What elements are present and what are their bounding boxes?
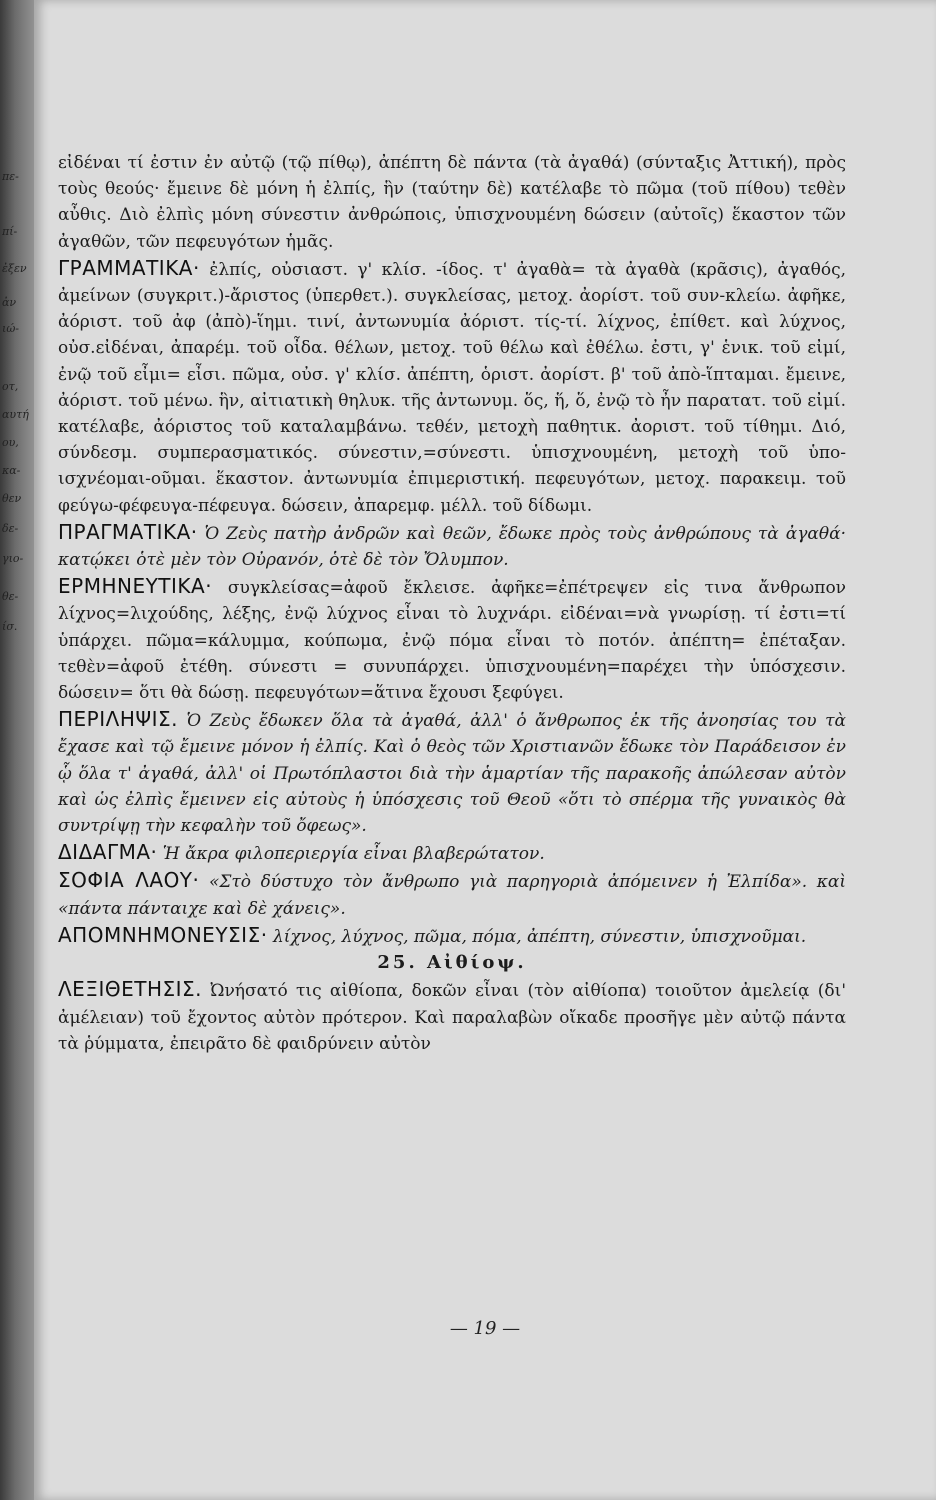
margin-fragment: αυτή (2, 408, 29, 421)
section-pragmatika (58, 519, 846, 573)
margin-fragment: ίσ. (2, 620, 18, 633)
paragraph-apomnimoneusis: λίχνος, λύχνος, πῶμα, πόμα, ἀπέπτη, σύνεστιν, ὑπισχνοῦμαι. (272, 926, 807, 947)
section-title: 25. Αἰθίοψ. (377, 952, 527, 974)
section-apomnimoneusis (58, 922, 846, 950)
paragraph-pragmatika: Ὁ Ζεὺς πατὴρ ἀνδρῶν καὶ θεῶν, ἔδωκε πρὸς τοὺς ἀνθρώπους τὰ ἀγαθά· κατῴκει ὁτὲ μὲν τὸν Οὐρανόν, ὁτὲ δὲ τὸν Ὄλυμπον. (58, 523, 847, 571)
page-body (58, 150, 846, 1057)
book-page (34, 0, 936, 1500)
paragraph-grammatika: ἐλπίς, οὐσιαστ. γ' κλίσ. -ίδος. τ' ἀγαθὰ= τὰ ἀγαθὰ (κρᾶσις), ἀγαθός, ἀμείνων (συγκριτ.)-ἄριστος (ὑπερθετ.). συγκλείσας, μετοχ. ἀορίστ. τοῦ συν-κλείω. ἀφῆκε, ἀόριστ. τοῦ ἀφ (ἀπὸ)-ἵημι. τινί, ἀντωνυμία ἀόριστ. τίς-τί. λίχνος, ἐπίθετ. καὶ λύχνος, οὐσ.εἰδέναι, ἀπαρέμ. τοῦ οἶδα. θέλων, μετοχ. τοῦ θέλω καὶ ἐθέλω. ἐστι, γ' ἑνικ. τοῦ εἰμί, ἐνῷ τοῦ εἶμι= εἶσι. πῶμα, οὐσ. γ' κλίσ. ἀπέπτη, ὁριστ. ἀορίστ. β' τοῦ ἀπὸ-ἵπταμαι. ἔμεινε, ἀόριστ. τοῦ μένω. ἣν, αἰτιατικὴ θηλυκ. τῆς ἀντωνυμ. ὅς, ἥ, ὅ, ἐνῷ τὸ ἦν παρατατ. τοῦ εἰμί. κατέλαβε, ἀόριστος τοῦ καταλαμβάνω. τεθέν, μετοχὴ παθητικ. ἀοριστ. τοῦ τίθημι. Διό, σύνδεσμ. συμπερασματικός. σύνεστιν,=σύνεστι. ὑπισχνουμένη, μετοχὴ τοῦ ὑπο-ισχνέομαι-οῦμαι. ἕκαστον. ἀντωνυμία ἐπιμεριστική. πεφευγότων, μετοχ. παρακειμ. τοῦ φεύγω-φέφευγα-πέφευγα. δώσειν, ἀπαρεμφ. μέλλ. τοῦ δίδωμι. (58, 259, 846, 516)
heading-lexithetisis: ΛΕΞΙΘΕΤΗΣΙΣ. (58, 977, 203, 1002)
section-ermineutika (58, 573, 846, 706)
margin-fragment: γιο- (2, 552, 24, 565)
margin-fragment: ιώ- (2, 322, 19, 335)
paragraph-didagma: Ἡ ἄκρα φιλοπεριεργία εἶναι βλαβερώτατον. (162, 844, 545, 865)
section-didagma (58, 839, 846, 867)
margin-fragment: πί- (2, 225, 18, 238)
margin-fragment: κα- (2, 464, 21, 477)
paragraph-sofia-laou: «Στὸ δύστυχο τὸν ἄνθρωπο γιὰ παρηγοριὰ ἀπόμεινεν ἡ Ἐλπίδα». καὶ «πάντα πάνταιχε καὶ δὲ χάνεις». (58, 872, 847, 919)
margin-fragment: ἀν (2, 296, 17, 309)
margin-fragment: οτ, (2, 380, 19, 393)
margin-fragment: πε- (2, 170, 19, 183)
margin-fragment: ου, (2, 436, 19, 449)
heading-ermineutika: ΕΡΜΗΝΕΥΤΙΚΑ· (58, 574, 213, 599)
paragraph-perilipsis: Ὁ Ζεὺς ἔδωκεν ὅλα τὰ ἀγαθά, ἀλλ' ὁ ἄνθρωπος ἐκ τῆς ἀνοησίας του τὰ ἔχασε καὶ τῷ ἔμεινε μόνον ἡ ἐλπίς. Καὶ ὁ θεὸς τῶν Χριστιανῶν ἔδωκε τὸν Παράδεισον ἐν ᾧ ὅλα τ' ἀγαθά, ἀλλ' οἱ Πρωτόπλαστοι διὰ τὴν ἁμαρτίαν τῆς παρακοῆς ἀπώλεσαν αὐτὸν καὶ ὡς ἐλπὶς ἔμεινεν εἰς αὐτοὺς ἡ ὑπόσχεσις τοῦ Θεοῦ «ὅτι τὸ σπέρμα τῆς γυναικὸς θὰ συντρίψῃ τὴν κεφαλὴν τοῦ ὄφεως». (58, 711, 847, 837)
paragraph-lexithetisis: Ὠνήσατό τις αἰθίοπα, δοκῶν εἶναι (τὸν αἰθίοπα) τοιοῦτον ἀμελείᾳ (δι' ἀμέλειαν) τοῦ ἔχοντος αὐτὸν πρότερον. Καὶ παραλαβὼν οἴκαδε προσῆγε μὲν αὐτῷ πάντα τὰ ῥύμματα, ἐπειρᾶτο δὲ φαιδρύνειν αὐτὸν (58, 981, 847, 1054)
previous-page-edge (0, 0, 38, 1500)
heading-sofia-laou: ΣΟΦΙΑ ΛΑΟΥ· (58, 868, 200, 893)
section-lexithetisis (58, 976, 846, 1057)
page-number: — 19 — (449, 1318, 521, 1339)
heading-didagma: ΔΙΔΑΓΜΑ· (58, 840, 158, 865)
margin-fragment: θε- (2, 590, 19, 603)
paragraph-ermineutika: συγκλείσας=ἀφοῦ ἔκλεισε. ἀφῆκε=ἐπέτρεψεν εἰς τινα ἄνθρωπον λίχνος=λιχούδης, λέξης, ἐνῷ λύχνος εἶναι τὸ λυχνάρι. εἰδέναι=νὰ γνωρίσῃ. τί ἐστι=τί ὑπάρχει. πῶμα=κάλυμμα, κούπωμα, ἐνῷ πόμα εἶναι τὸ ποτόν. ἀπέπτη= ἐπέταξαν. τεθὲν=ἀφοῦ ἐτέθη. σύνεστι = συνυπάρχει. ὑπισχνουμένη=παρέχει τὴν ὑπόσχεσιν. δώσειν= ὅτι θὰ δώσῃ. πεφευγότων=ἅτινα ἔχουσι ξεφύγει. (58, 578, 847, 704)
paragraph-intro: εἰδέναι τί ἐστιν ἐν αὐτῷ (τῷ πίθῳ), ἀπέπτη δὲ πάντα (τὰ ἀγαθά) (σύνταξις Ἀττική), πρὸς τοὺς θεούς· ἔμεινε δὲ μόνη ἡ ἐλπίς, ἣν (ταύτην δὲ) κατέλαβε τὸ πῶμα (τοῦ πίθου) τεθὲν αὖθις. Διὸ ἐλπὶς μόνη σύνεστιν ἀνθρώποις, ὑπισχνουμένη δώσειν (αὐτοῖς) ἕκαστον τῶν ἀγαθῶν, τῶν πεφευγότων ἡμᾶς. (58, 153, 846, 252)
heading-grammatika: ΓΡΑΜΜΑΤΙΚΑ· (58, 255, 200, 280)
margin-fragment: θεν (2, 492, 22, 505)
heading-apomnimoneusis: ΑΠΟΜΝΗΜΟΝΕΥΣΙΣ· (58, 922, 268, 947)
margin-fragment: δε- (2, 522, 19, 535)
margin-fragment: ἐξεν (2, 262, 27, 275)
section-perilipsis (58, 706, 846, 839)
heading-pragmatika: ΠΡΑΓΜΑΤΙΚΑ· (58, 519, 198, 544)
section-sofia-laou (58, 867, 846, 921)
section-grammatika (58, 255, 846, 519)
heading-perilipsis: ΠΕΡΙΛΗΨΙΣ. (58, 707, 178, 732)
